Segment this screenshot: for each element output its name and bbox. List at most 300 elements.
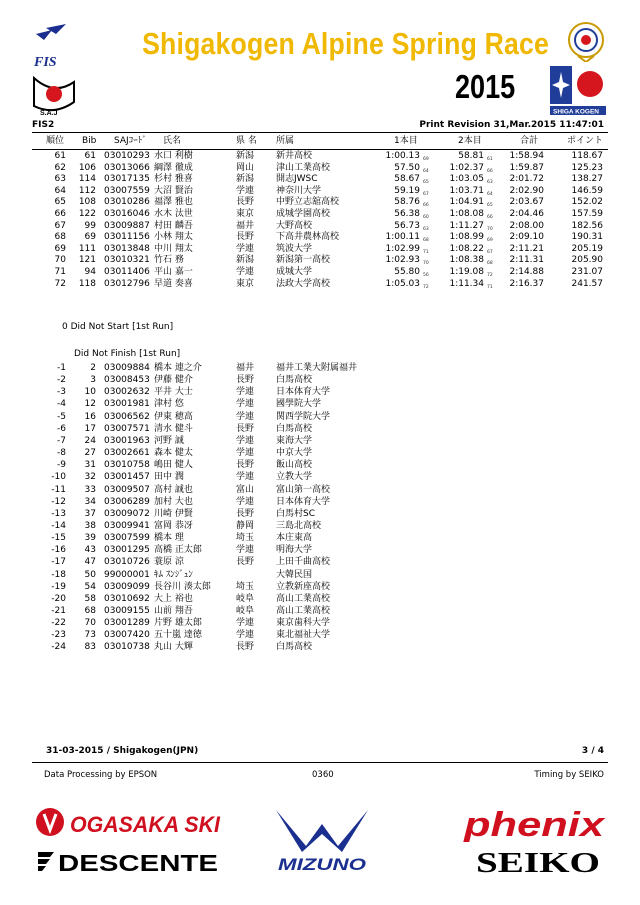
bib-cell: 99	[84, 220, 96, 231]
name-cell: 杉村 雅喜	[154, 174, 193, 185]
name-cell: 中川 翔太	[154, 243, 193, 254]
rank-cell: 71	[54, 267, 66, 277]
team-cell: 新井高校	[276, 151, 313, 161]
dnf-label: Did Not Finish [1st Run]	[74, 349, 181, 359]
name-cell: 蓑原 涼	[154, 557, 184, 568]
saj-code-cell: 03016046	[104, 209, 150, 219]
pref-cell: 学連	[236, 267, 255, 277]
name-cell: 大上 裕也	[154, 593, 193, 604]
run1-time-cell: 1:00.11	[385, 232, 420, 243]
saj-code-cell: 03001981	[104, 399, 150, 410]
bib-cell: 34	[84, 496, 96, 507]
rank-cell: -1	[57, 363, 66, 373]
run2-rank-cell: 70	[487, 226, 493, 232]
saj-code-cell: 03010692	[104, 593, 150, 604]
pref-cell: 埼玉	[236, 533, 255, 544]
saj-code-cell: 03009887	[104, 220, 150, 231]
saj-code-cell: 03010321	[104, 255, 150, 266]
table-row	[0, 186, 640, 198]
run1-rank-cell: 68	[423, 238, 429, 244]
run1-time-cell: 56.38	[394, 209, 420, 219]
shiga-kogen-logo	[550, 66, 606, 116]
team-cell: 本庄東高	[276, 533, 313, 544]
bib-cell: 112	[78, 185, 96, 196]
bib-cell: 10	[84, 387, 96, 398]
total-time-cell: 2:11.21	[509, 243, 544, 254]
run2-time-cell: 1:03.05	[449, 174, 484, 185]
run2-time-cell: 1:11.27	[449, 220, 484, 231]
rank-cell: -14	[51, 520, 66, 531]
pref-cell: 静岡	[236, 520, 255, 531]
run1-rank-cell: 64	[423, 168, 429, 174]
name-cell: 村田 麟吾	[154, 220, 193, 231]
col-bib: Bib	[82, 136, 97, 146]
run1-time-cell: 59.19	[394, 185, 420, 196]
saj-code-cell: 03006289	[104, 496, 150, 507]
team-cell: 神奈川大学	[276, 185, 322, 196]
pref-cell: 福井	[236, 220, 255, 231]
bib-cell: 43	[84, 545, 96, 556]
dnf-row	[0, 472, 640, 484]
table-row	[0, 255, 640, 267]
bib-cell: 31	[84, 460, 96, 471]
pref-cell: 学連	[236, 387, 255, 398]
pref-cell: 長野	[236, 375, 255, 386]
pref-cell: 富山	[236, 484, 255, 495]
bib-cell: 94	[84, 267, 96, 277]
bib-cell: 47	[84, 557, 96, 568]
pref-cell: 東京	[236, 209, 255, 219]
total-time-cell: 1:59.87	[509, 162, 544, 173]
name-cell: 平山 嘉一	[154, 267, 193, 277]
pref-cell: 長野	[236, 642, 255, 653]
dnf-row	[0, 606, 640, 618]
team-cell: 日本体育大学	[276, 387, 331, 398]
name-cell: 山前 翔吾	[154, 606, 193, 616]
print-revision: Print Revision 31,Mar.2015 11:47:01	[419, 120, 604, 130]
run2-time-cell: 1:11.34	[449, 278, 484, 289]
run2-time-cell: 1:08.99	[449, 232, 484, 243]
run1-time-cell: 1:00.13	[385, 151, 420, 161]
team-cell: 東京歯科大学	[276, 618, 331, 629]
saj-code-cell: 03017135	[104, 174, 150, 185]
footer-code: 0360	[312, 770, 334, 780]
saj-code-cell: 03009884	[104, 363, 150, 373]
team-cell: 高山工業高校	[276, 606, 331, 616]
dnf-row	[0, 594, 640, 606]
run2-rank-cell: 69	[487, 238, 493, 244]
table-row	[0, 163, 640, 175]
run1-rank-cell: 56	[423, 273, 429, 278]
col-team: 所属	[276, 136, 295, 146]
name-cell: 田中 潤	[154, 472, 184, 483]
bib-cell: 54	[84, 581, 96, 592]
dnf-row	[0, 399, 640, 411]
footer-data-processing: Data Processing by EPSON	[44, 770, 158, 780]
rank-cell: -17	[51, 557, 66, 568]
saj-code-cell: 03007599	[104, 533, 150, 544]
rank-cell: -6	[57, 423, 66, 434]
header-rule	[32, 132, 608, 133]
run2-time-cell: 1:08.38	[449, 255, 484, 266]
dnf-row	[0, 448, 640, 460]
table-row	[0, 267, 640, 279]
name-cell: 橋本 理	[154, 533, 184, 544]
bib-cell: 38	[84, 520, 96, 531]
rank-cell: -4	[57, 399, 66, 410]
total-time-cell: 2:09.10	[509, 232, 544, 243]
total-time-cell: 2:03.67	[509, 197, 544, 208]
name-cell: 富岡 恭冴	[154, 520, 193, 531]
run1-rank-cell: 60	[423, 215, 429, 220]
saj-code-cell: 03010758	[104, 460, 150, 471]
saj-code-cell: 99000001	[104, 569, 150, 580]
bib-cell: 111	[78, 243, 96, 254]
phenix-logo	[462, 804, 608, 846]
shiga-logo-text: SHIGA KOGEN	[553, 108, 599, 116]
event-year: 2015	[455, 68, 516, 105]
run2-time-cell: 58.81	[458, 151, 484, 161]
bib-cell: 37	[84, 508, 96, 519]
table-row	[0, 209, 640, 221]
run1-rank-cell: 67	[423, 191, 429, 197]
rank-cell: 67	[54, 220, 66, 231]
team-cell: 富山第一高校	[276, 484, 331, 495]
points-cell: 118.67	[571, 151, 603, 161]
name-cell: 小林 翔太	[154, 232, 193, 243]
run1-rank-cell: 72	[423, 284, 429, 290]
col-run1: 1本目	[394, 136, 418, 146]
table-row	[0, 232, 640, 244]
seiko-text: SEIKO	[476, 848, 600, 876]
pref-cell: 長野	[236, 557, 255, 568]
team-cell: 飯山高校	[276, 460, 313, 471]
run1-rank-cell: 65	[423, 180, 429, 186]
saj-code-cell: 03009072	[104, 508, 150, 519]
team-cell: 立教新座高校	[276, 581, 331, 592]
run1-time-cell: 58.76	[394, 197, 420, 208]
dnf-row	[0, 557, 640, 569]
saj-logo	[30, 72, 78, 116]
bib-cell: 118	[78, 278, 96, 289]
bib-cell: 70	[84, 618, 96, 629]
bib-cell: 39	[84, 533, 96, 544]
rank-cell: -3	[57, 387, 66, 398]
bib-cell: 114	[78, 174, 96, 185]
run1-rank-cell: 69	[423, 157, 429, 162]
name-cell: 伊東 穂高	[154, 411, 193, 422]
team-cell: 高山工業高校	[276, 593, 331, 604]
bib-cell: 3	[90, 375, 96, 386]
total-time-cell: 2:14.88	[509, 267, 544, 277]
run1-time-cell: 1:02.93	[385, 255, 420, 266]
pref-cell: 学連	[236, 496, 255, 507]
bib-cell: 69	[84, 232, 96, 243]
saj-code-cell: 03007420	[104, 630, 150, 641]
name-cell: 川崎 伊賢	[154, 508, 193, 519]
run1-rank-cell: 70	[423, 261, 429, 267]
team-cell: 白馬村SC	[276, 508, 315, 519]
rank-cell: -7	[57, 435, 66, 446]
rank-cell: -22	[51, 618, 66, 629]
name-cell: ｷﾑ ｽﾝｼﾞｭﾝ	[154, 569, 193, 580]
total-time-cell: 1:58.94	[509, 151, 544, 161]
table-row	[0, 174, 640, 186]
saj-code-cell: 03007559	[104, 185, 150, 196]
team-cell: 成城学園高校	[276, 209, 331, 219]
rank-cell: -24	[51, 642, 66, 653]
pref-cell: 福井	[236, 363, 255, 373]
pref-cell: 学連	[236, 545, 255, 556]
pref-cell: 長野	[236, 232, 255, 243]
team-cell: 白馬高校	[276, 423, 313, 434]
col-saj-code: SAJｺｰﾄﾞ	[114, 136, 147, 146]
run2-rank-cell: 61	[487, 157, 493, 162]
total-time-cell: 2:08.00	[509, 220, 544, 231]
saj-code-cell: 03010293	[104, 151, 150, 161]
run2-rank-cell: 65	[487, 203, 493, 209]
ogasaka-logo	[34, 806, 224, 844]
phenix-text: phenix	[462, 806, 607, 842]
footer-date-place: 31-03-2015 / Shigakogen(JPN)	[46, 746, 199, 756]
fis-logo-text: FIS	[34, 55, 57, 70]
pref-cell: 学連	[236, 472, 255, 483]
col-points: ポイント	[567, 136, 604, 146]
saj-code-cell: 03002632	[104, 387, 150, 398]
page-title: Shigakogen Alpine Spring Race	[142, 26, 550, 61]
bib-cell: 83	[84, 642, 96, 653]
bib-cell: 12	[84, 399, 96, 410]
col-rank: 順位	[46, 136, 65, 146]
name-cell: 福澤 雅也	[154, 197, 193, 208]
points-cell: 205.19	[571, 243, 603, 254]
total-time-cell: 2:16.37	[509, 278, 544, 289]
bib-cell: 32	[84, 472, 96, 483]
ogasaka-text: OGASAKA SKI	[70, 812, 221, 837]
run2-time-cell: 1:08.22	[449, 243, 484, 254]
points-cell: 241.57	[571, 278, 603, 289]
saj-code-cell: 03010286	[104, 197, 150, 208]
pref-cell: 長野	[236, 197, 255, 208]
rank-cell: -16	[51, 545, 66, 556]
rank-cell: -23	[51, 630, 66, 641]
bib-cell: 73	[84, 630, 96, 641]
col-total: 合計	[520, 136, 539, 146]
rank-cell: 68	[54, 232, 66, 243]
saj-code-cell: 03012796	[104, 278, 150, 289]
rank-cell: -20	[51, 593, 66, 604]
table-row	[0, 279, 640, 291]
name-cell: 森本 健太	[154, 448, 193, 459]
bib-cell: 17	[84, 423, 96, 434]
rank-cell: 64	[54, 185, 66, 196]
rank-cell: 62	[54, 162, 66, 173]
name-cell: 水口 利樹	[154, 151, 193, 161]
team-cell: 筑波大学	[276, 243, 313, 254]
bib-cell: 108	[78, 197, 96, 208]
name-cell: 丸山 大輝	[154, 642, 193, 653]
team-cell: 津山工業高校	[276, 162, 331, 173]
saj-code-cell: 03001457	[104, 472, 150, 483]
points-cell: 231.07	[571, 267, 603, 277]
pref-cell: 学連	[236, 399, 255, 410]
saj-code-cell: 03009099	[104, 581, 150, 592]
table-row	[0, 244, 640, 256]
mizuno-text: MIZUNO	[278, 855, 366, 872]
run2-rank-cell: 68	[487, 261, 493, 267]
pref-cell: 埼玉	[236, 581, 255, 592]
run2-rank-cell: 72	[487, 273, 493, 278]
dnf-row	[0, 533, 640, 545]
pref-cell: 岡山	[236, 162, 255, 173]
name-cell: 伊藤 健介	[154, 375, 193, 386]
saj-code-cell: 03013066	[104, 162, 150, 173]
rank-cell: -21	[51, 606, 66, 616]
bib-cell: 33	[84, 484, 96, 495]
bib-cell: 24	[84, 435, 96, 446]
points-cell: 125.23	[571, 162, 603, 173]
run2-time-cell: 1:03.71	[449, 185, 484, 196]
pref-cell: 新潟	[236, 151, 255, 161]
name-cell: 津村 悠	[154, 399, 184, 410]
points-cell: 152.02	[571, 197, 603, 208]
rank-cell: 61	[54, 151, 66, 161]
run1-time-cell: 57.50	[394, 162, 420, 173]
total-time-cell: 2:02.90	[509, 185, 544, 196]
points-cell: 138.27	[571, 174, 603, 185]
pref-cell: 新潟	[236, 255, 255, 266]
dnf-row	[0, 436, 640, 448]
fis-logo	[26, 24, 76, 70]
seiko-logo	[474, 846, 604, 880]
dnf-row	[0, 424, 640, 436]
rank-cell: -10	[51, 472, 66, 483]
points-cell: 182.56	[571, 220, 603, 231]
saj-code-cell: 03010738	[104, 642, 150, 653]
team-cell: 東海大学	[276, 435, 313, 446]
pref-cell: 岐阜	[236, 593, 255, 604]
column-header-row	[0, 136, 640, 148]
team-cell: 新潟第一高校	[276, 255, 331, 266]
name-cell: 水木 汰世	[154, 209, 193, 219]
saj-code-cell: 03002661	[104, 448, 150, 459]
name-cell: 平井 大士	[154, 387, 193, 398]
run2-time-cell: 1:02.37	[449, 162, 484, 173]
name-cell: 嶋田 健人	[154, 460, 193, 471]
dnf-row	[0, 509, 640, 521]
bib-cell: 106	[78, 162, 96, 173]
name-cell: 早道 奏喜	[154, 278, 193, 289]
column-header-rule	[32, 149, 608, 150]
pref-cell: 新潟	[236, 174, 255, 185]
name-cell: 五十嵐 達徳	[154, 630, 202, 641]
team-cell: 東北福祉大学	[276, 630, 331, 641]
team-cell: 中京大学	[276, 448, 313, 459]
table-row	[0, 151, 640, 163]
rank-cell: -9	[57, 460, 66, 471]
dnf-row	[0, 521, 640, 533]
pref-cell: 長野	[236, 460, 255, 471]
team-cell: 関西学院大学	[276, 411, 331, 422]
saj-code-cell: 03013848	[104, 243, 150, 254]
dnf-row	[0, 545, 640, 557]
pref-cell: 学連	[236, 448, 255, 459]
pref-cell: 学連	[236, 411, 255, 422]
team-cell: 三島北高校	[276, 520, 322, 531]
saj-code-cell: 03001289	[104, 618, 150, 629]
descente-logo	[36, 846, 222, 880]
team-cell: 白馬高校	[276, 375, 313, 386]
team-cell: 白馬高校	[276, 642, 313, 653]
name-cell: 高村 誠也	[154, 484, 193, 495]
dnf-row	[0, 363, 640, 375]
dnf-row	[0, 460, 640, 472]
total-time-cell: 2:11.31	[509, 255, 544, 266]
rank-cell: -15	[51, 533, 66, 544]
name-cell: 綱澤 徹成	[154, 162, 193, 173]
run1-rank-cell: 71	[423, 249, 429, 255]
team-cell: 大野高校	[276, 220, 313, 231]
table-row	[0, 221, 640, 233]
saj-code-cell: 03007571	[104, 423, 150, 434]
total-time-cell: 2:01.72	[509, 174, 544, 185]
run2-rank-cell: 67	[487, 249, 493, 255]
bib-cell: 50	[84, 569, 96, 580]
run2-rank-cell: 66	[487, 215, 493, 220]
run1-rank-cell: 63	[423, 226, 429, 232]
name-cell: 橋本 連之介	[154, 363, 202, 373]
pref-cell: 長野	[236, 423, 255, 434]
saj-code-cell: 03008453	[104, 375, 150, 386]
dnf-row	[0, 618, 640, 630]
bib-cell: 2	[90, 363, 96, 373]
run1-time-cell: 56.73	[394, 220, 420, 231]
rank-cell: -18	[51, 569, 66, 580]
rank-cell: 66	[54, 209, 66, 219]
points-cell: 205.90	[571, 255, 603, 266]
mizuno-logo	[272, 808, 372, 876]
rank-cell: 65	[54, 197, 66, 208]
saj-code-cell: 03001295	[104, 545, 150, 556]
saj-logo-text: S.A.J	[40, 110, 58, 116]
name-cell: 河野 誠	[154, 435, 184, 446]
rank-cell: -11	[51, 484, 66, 495]
run1-time-cell: 55.80	[394, 267, 420, 277]
team-cell: 成城大学	[276, 267, 313, 277]
name-cell: 高橋 正太郎	[154, 545, 202, 556]
name-cell: 長谷川 湊太郎	[154, 581, 211, 592]
name-cell: 竹石 務	[154, 255, 184, 266]
pref-cell: 学連	[236, 185, 255, 196]
dnf-row	[0, 497, 640, 509]
run1-time-cell: 1:02.99	[385, 243, 420, 254]
run2-rank-cell: 64	[487, 191, 493, 197]
descente-text: DESCENTE	[58, 850, 218, 876]
rank-cell: 63	[54, 174, 66, 185]
dns-label: 0 Did Not Start [1st Run]	[62, 322, 174, 332]
name-cell: 加村 大也	[154, 496, 193, 507]
bib-cell: 121	[78, 255, 96, 266]
saj-code-cell: 03011406	[104, 267, 150, 277]
run2-rank-cell: 66	[487, 168, 493, 174]
dnf-row	[0, 582, 640, 594]
rank-cell: -8	[57, 448, 66, 459]
rank-cell: -13	[51, 508, 66, 519]
bib-cell: 122	[78, 209, 96, 219]
run2-rank-cell: 63	[487, 180, 493, 186]
footer-rule	[32, 762, 608, 763]
saj-code-cell: 03010726	[104, 557, 150, 568]
